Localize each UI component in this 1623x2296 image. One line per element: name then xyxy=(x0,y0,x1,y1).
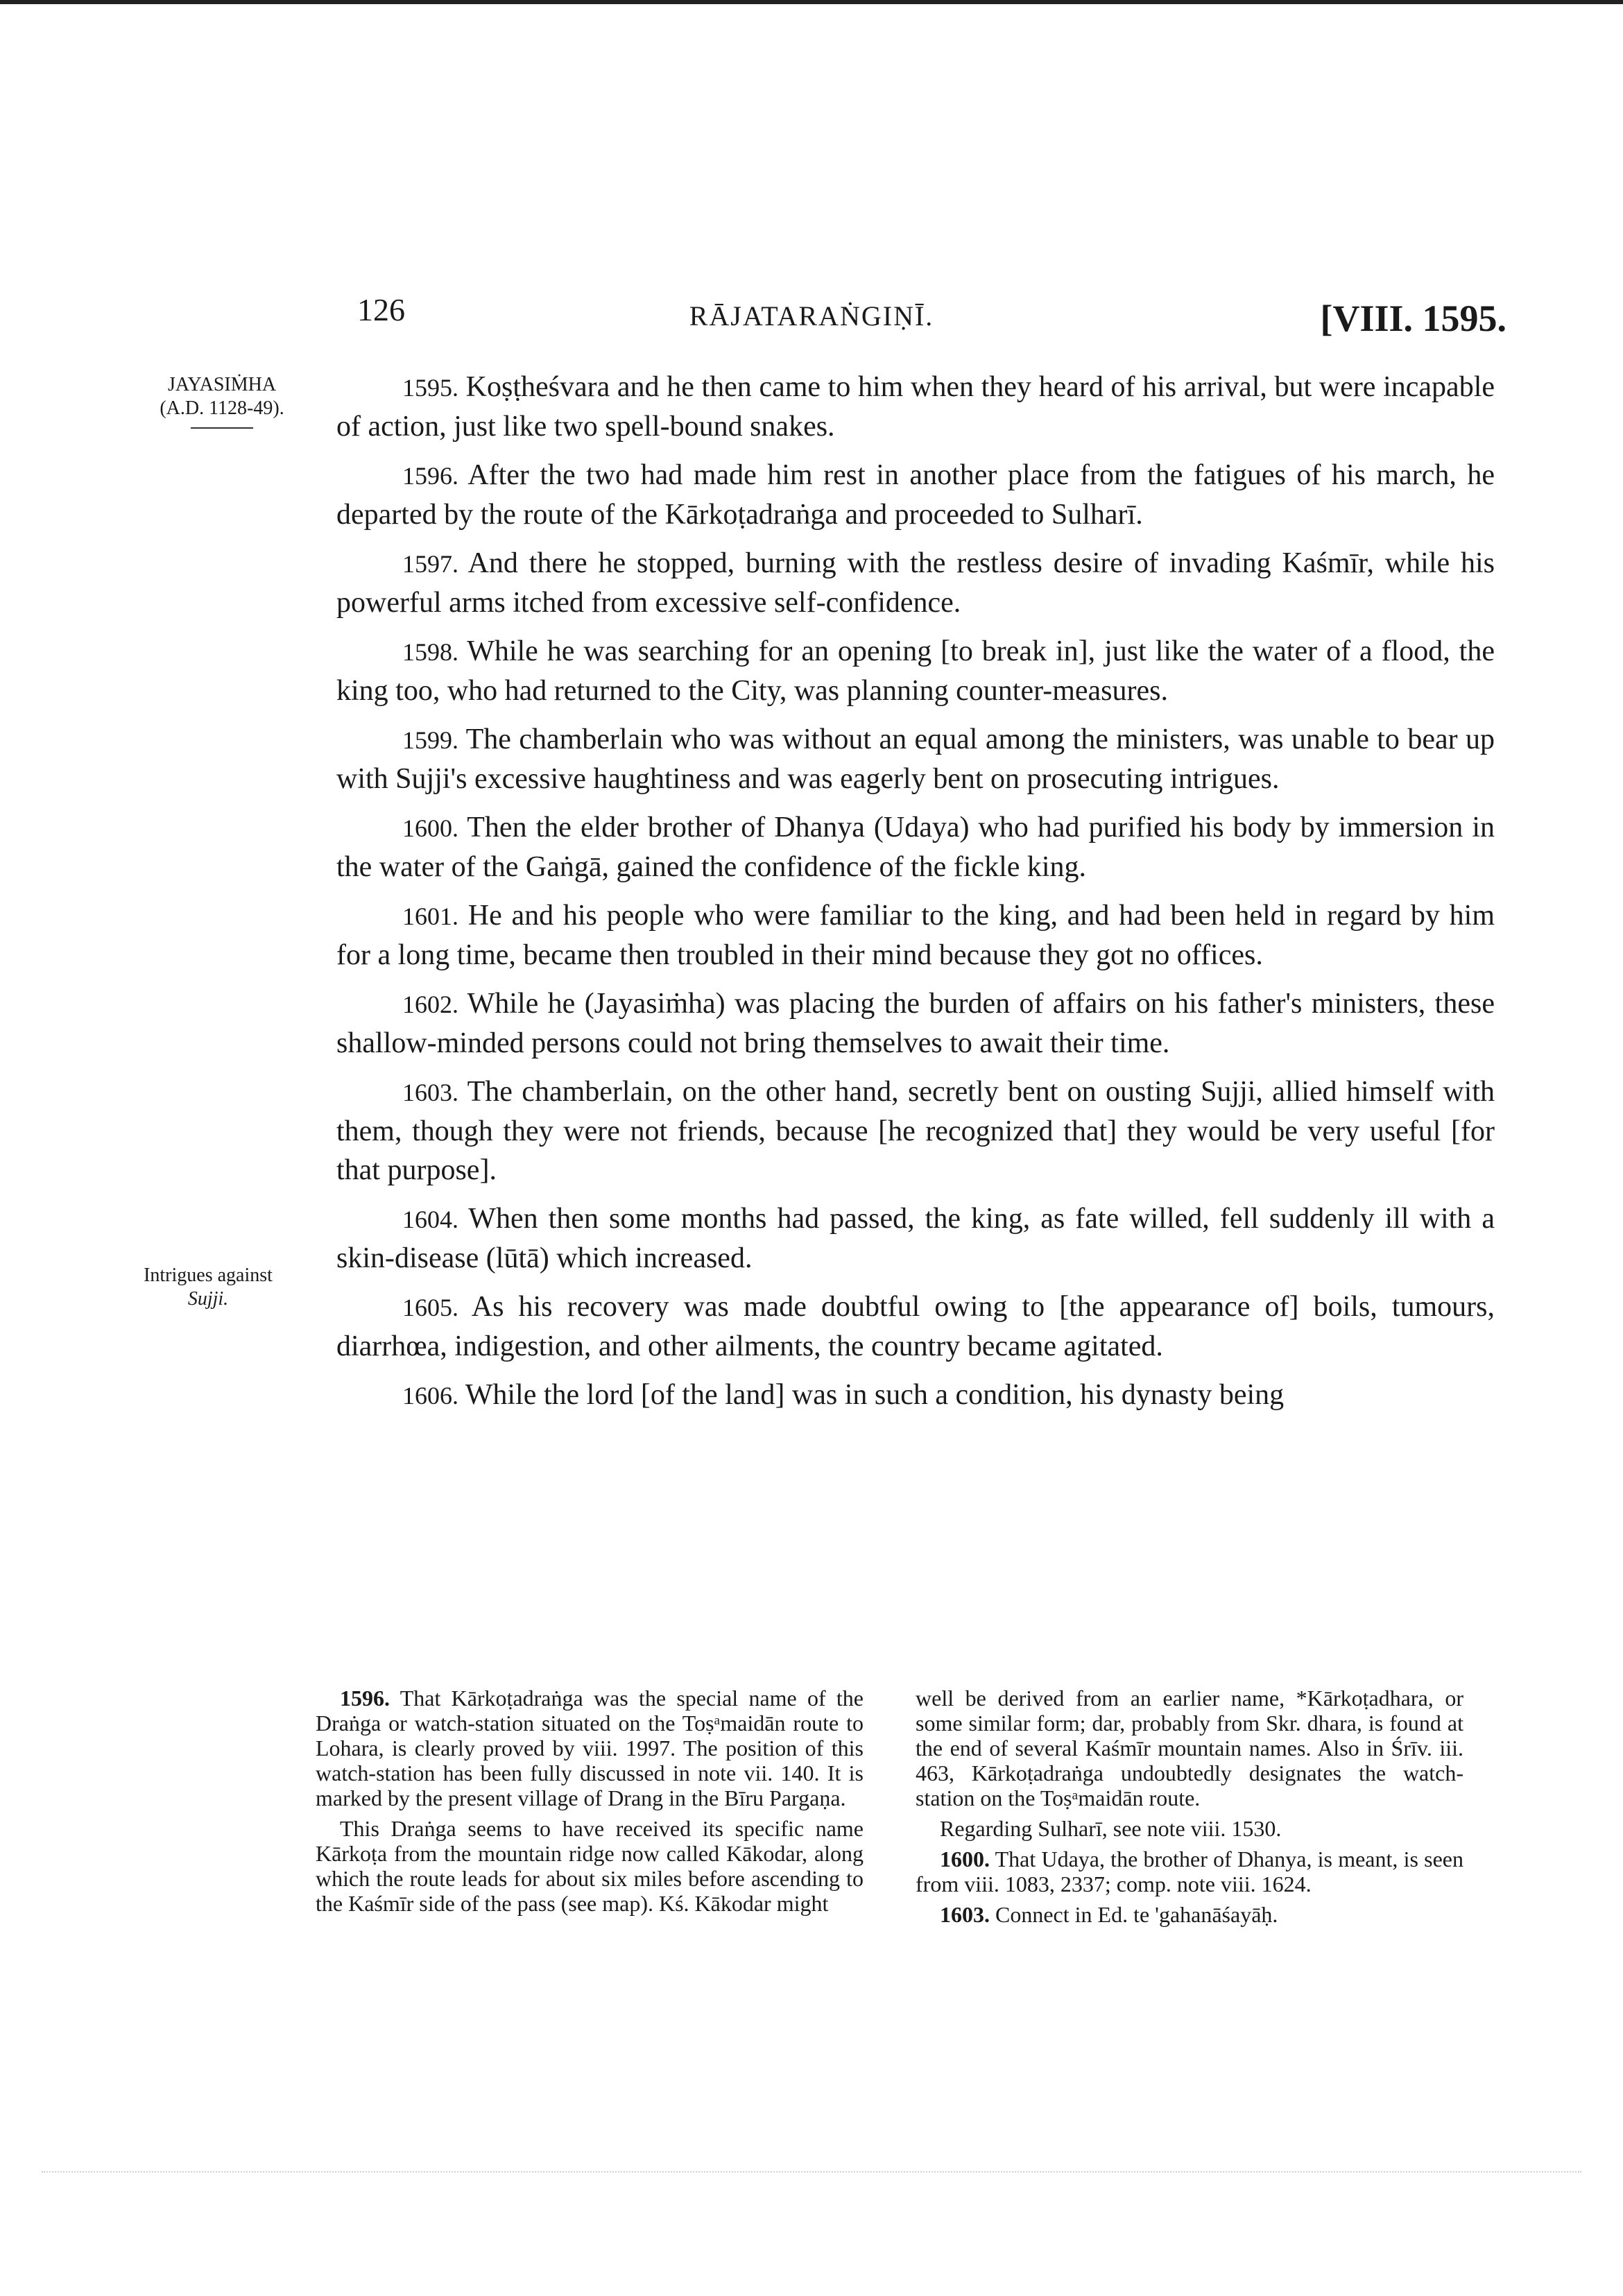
footnote-number: 1603. xyxy=(940,1902,990,1927)
verse-number: 1595. xyxy=(402,374,458,402)
footnote-text: That Kārkoṭadraṅga was the special name of the Draṅga or watch-station situated on the Toṣᵃmaidān route to Lohara, is clearly proved by viii. 1997. The position of this watch-station has been fully discussed in note vii. 140. It is marked by the present village of Drang in the Bīru Pargaṇa. xyxy=(316,1686,864,1810)
verse xyxy=(336,456,1495,534)
section-reference: [VIII. 1595. xyxy=(1320,298,1506,339)
footnote xyxy=(316,1816,864,1916)
verse-text: When then some months had passed, the king, as fate willed, fell suddenly ill with a skin-disease (lūtā) which increased. xyxy=(336,1203,1495,1274)
verse-text: The chamberlain, on the other hand, secretly bent on ousting Sujji, allied himself with them, though they were not friends, because [he recognized that] they would be very useful [for that purpose]. xyxy=(336,1076,1495,1186)
sidenote-rule xyxy=(191,427,253,429)
sidenote-intrigues-line2: Sujji. xyxy=(187,1288,229,1310)
verse-number: 1601. xyxy=(402,902,458,930)
verse-number: 1598. xyxy=(402,638,458,666)
verse-number: 1606. xyxy=(402,1382,458,1410)
verse xyxy=(336,368,1495,446)
footnote-number: 1596. xyxy=(340,1686,390,1711)
footnotes-left-column xyxy=(316,1686,864,1921)
verse xyxy=(336,544,1495,622)
main-text xyxy=(336,368,1495,1425)
verse-text: As his recovery was made doubtful owing to [the appearance of] boils, tumours, diarrhœa, indigestion, and other ailments, the country became agitated. xyxy=(336,1291,1495,1362)
verse-text: Koṣṭheśvara and he then came to him when they heard of his arrival, but were incapable of action, just like two spell-bound snakes. xyxy=(336,371,1495,443)
verse-number: 1596. xyxy=(402,462,458,490)
verse-text: While he was searching for an opening [to break in], just like the water of a flood, the king too, who had returned to the City, was planning counter-measures. xyxy=(336,635,1495,707)
verse xyxy=(336,720,1495,798)
footnote xyxy=(916,1902,1463,1927)
verse-text: While he (Jayasiṁha) was placing the burden of affairs on his father's ministers, these shallow-minded persons could not bring themselves to await their time. xyxy=(336,988,1495,1059)
verse-text: Then the elder brother of Dhanya (Udaya) who had purified his body by immersion in the water of the Gaṅgā, gained the confidence of the fickle king. xyxy=(336,812,1495,883)
page-header xyxy=(0,291,1623,354)
verse-number: 1603. xyxy=(402,1079,458,1106)
footnote xyxy=(316,1686,864,1810)
footnote-text: well be derived from an earlier name, *Kārkoṭadhara, or some similar form; dar, probably from Skr. dhara, is found at the end of several Kaśmīr mountain names. Also in Śrīv. iii. 463, Kārkoṭadraṅga undoubtedly designates the watch-station on the Toṣᵃmaidān route. xyxy=(916,1686,1463,1810)
footnote-text: This Draṅga seems to have received its specific name Kārkoṭa from the mountain ridge now called Kākodar, along which the route leads for about six miles before ascending to the Kaśmīr side of the pass (see map). Kś. Kākodar might xyxy=(316,1816,864,1916)
verse-number: 1600. xyxy=(402,814,458,842)
footnote xyxy=(916,1847,1463,1896)
sidenote-intrigues xyxy=(108,1264,309,1311)
verse xyxy=(336,808,1495,886)
verse-number: 1602. xyxy=(402,991,458,1018)
verse xyxy=(336,896,1495,975)
footnote-text: That Udaya, the brother of Dhanya, is meant, is seen from viii. 1083, 2337; comp. note viii. 1624. xyxy=(916,1847,1464,1896)
verse xyxy=(336,1199,1495,1278)
scan-dotted-line xyxy=(42,2171,1581,2173)
footnote-text: Connect in Ed. te 'gahanāśayāḥ. xyxy=(995,1902,1278,1927)
footnote-number: 1600. xyxy=(940,1847,990,1871)
verse-text: After the two had made him rest in another place from the fatigues of his march, he departed by the route of the Kārkoṭadraṅga and proceeded to Sulharī. xyxy=(336,459,1495,531)
verse xyxy=(336,1287,1495,1366)
footnote xyxy=(916,1686,1463,1810)
page-number: 126 xyxy=(357,292,405,327)
verse xyxy=(336,1072,1495,1190)
verse-number: 1604. xyxy=(402,1206,458,1233)
sidenote-reign xyxy=(121,373,323,429)
footnote xyxy=(916,1816,1463,1841)
verse xyxy=(336,632,1495,710)
verse-number: 1599. xyxy=(402,726,458,754)
top-edge-line xyxy=(0,0,1623,4)
sidenote-reign-dates: (A.D. 1128-49). xyxy=(160,397,284,419)
footnotes-right-column xyxy=(916,1686,1463,1933)
verse-text: The chamberlain who was without an equal among the ministers, was unable to bear up with Sujji's excessive haughtiness and was eagerly bent on prosecuting intrigues. xyxy=(336,723,1495,795)
verse-number: 1605. xyxy=(402,1294,458,1321)
sidenote-reign-name: JAYASIṀHA xyxy=(167,374,277,395)
verse xyxy=(336,984,1495,1063)
sidenote-intrigues-line1: Intrigues against xyxy=(144,1265,273,1286)
verse-text: He and his people who were familiar to the king, and had been held in regard by him for a long time, became then troubled in their mind because they got no offices. xyxy=(336,900,1495,971)
verse-number: 1597. xyxy=(402,550,458,578)
verse-text: While the lord [of the land] was in such a condition, his dynasty being xyxy=(465,1379,1285,1411)
verse-text: And there he stopped, burning with the restless desire of invading Kaśmīr, while his powerful arms itched from excessive self-confidence. xyxy=(336,547,1495,619)
footnote-text: Regarding Sulharī, see note viii. 1530. xyxy=(940,1816,1282,1841)
verse xyxy=(336,1376,1495,1415)
running-title: RĀJATARAṄGIṆĪ. xyxy=(689,300,934,332)
